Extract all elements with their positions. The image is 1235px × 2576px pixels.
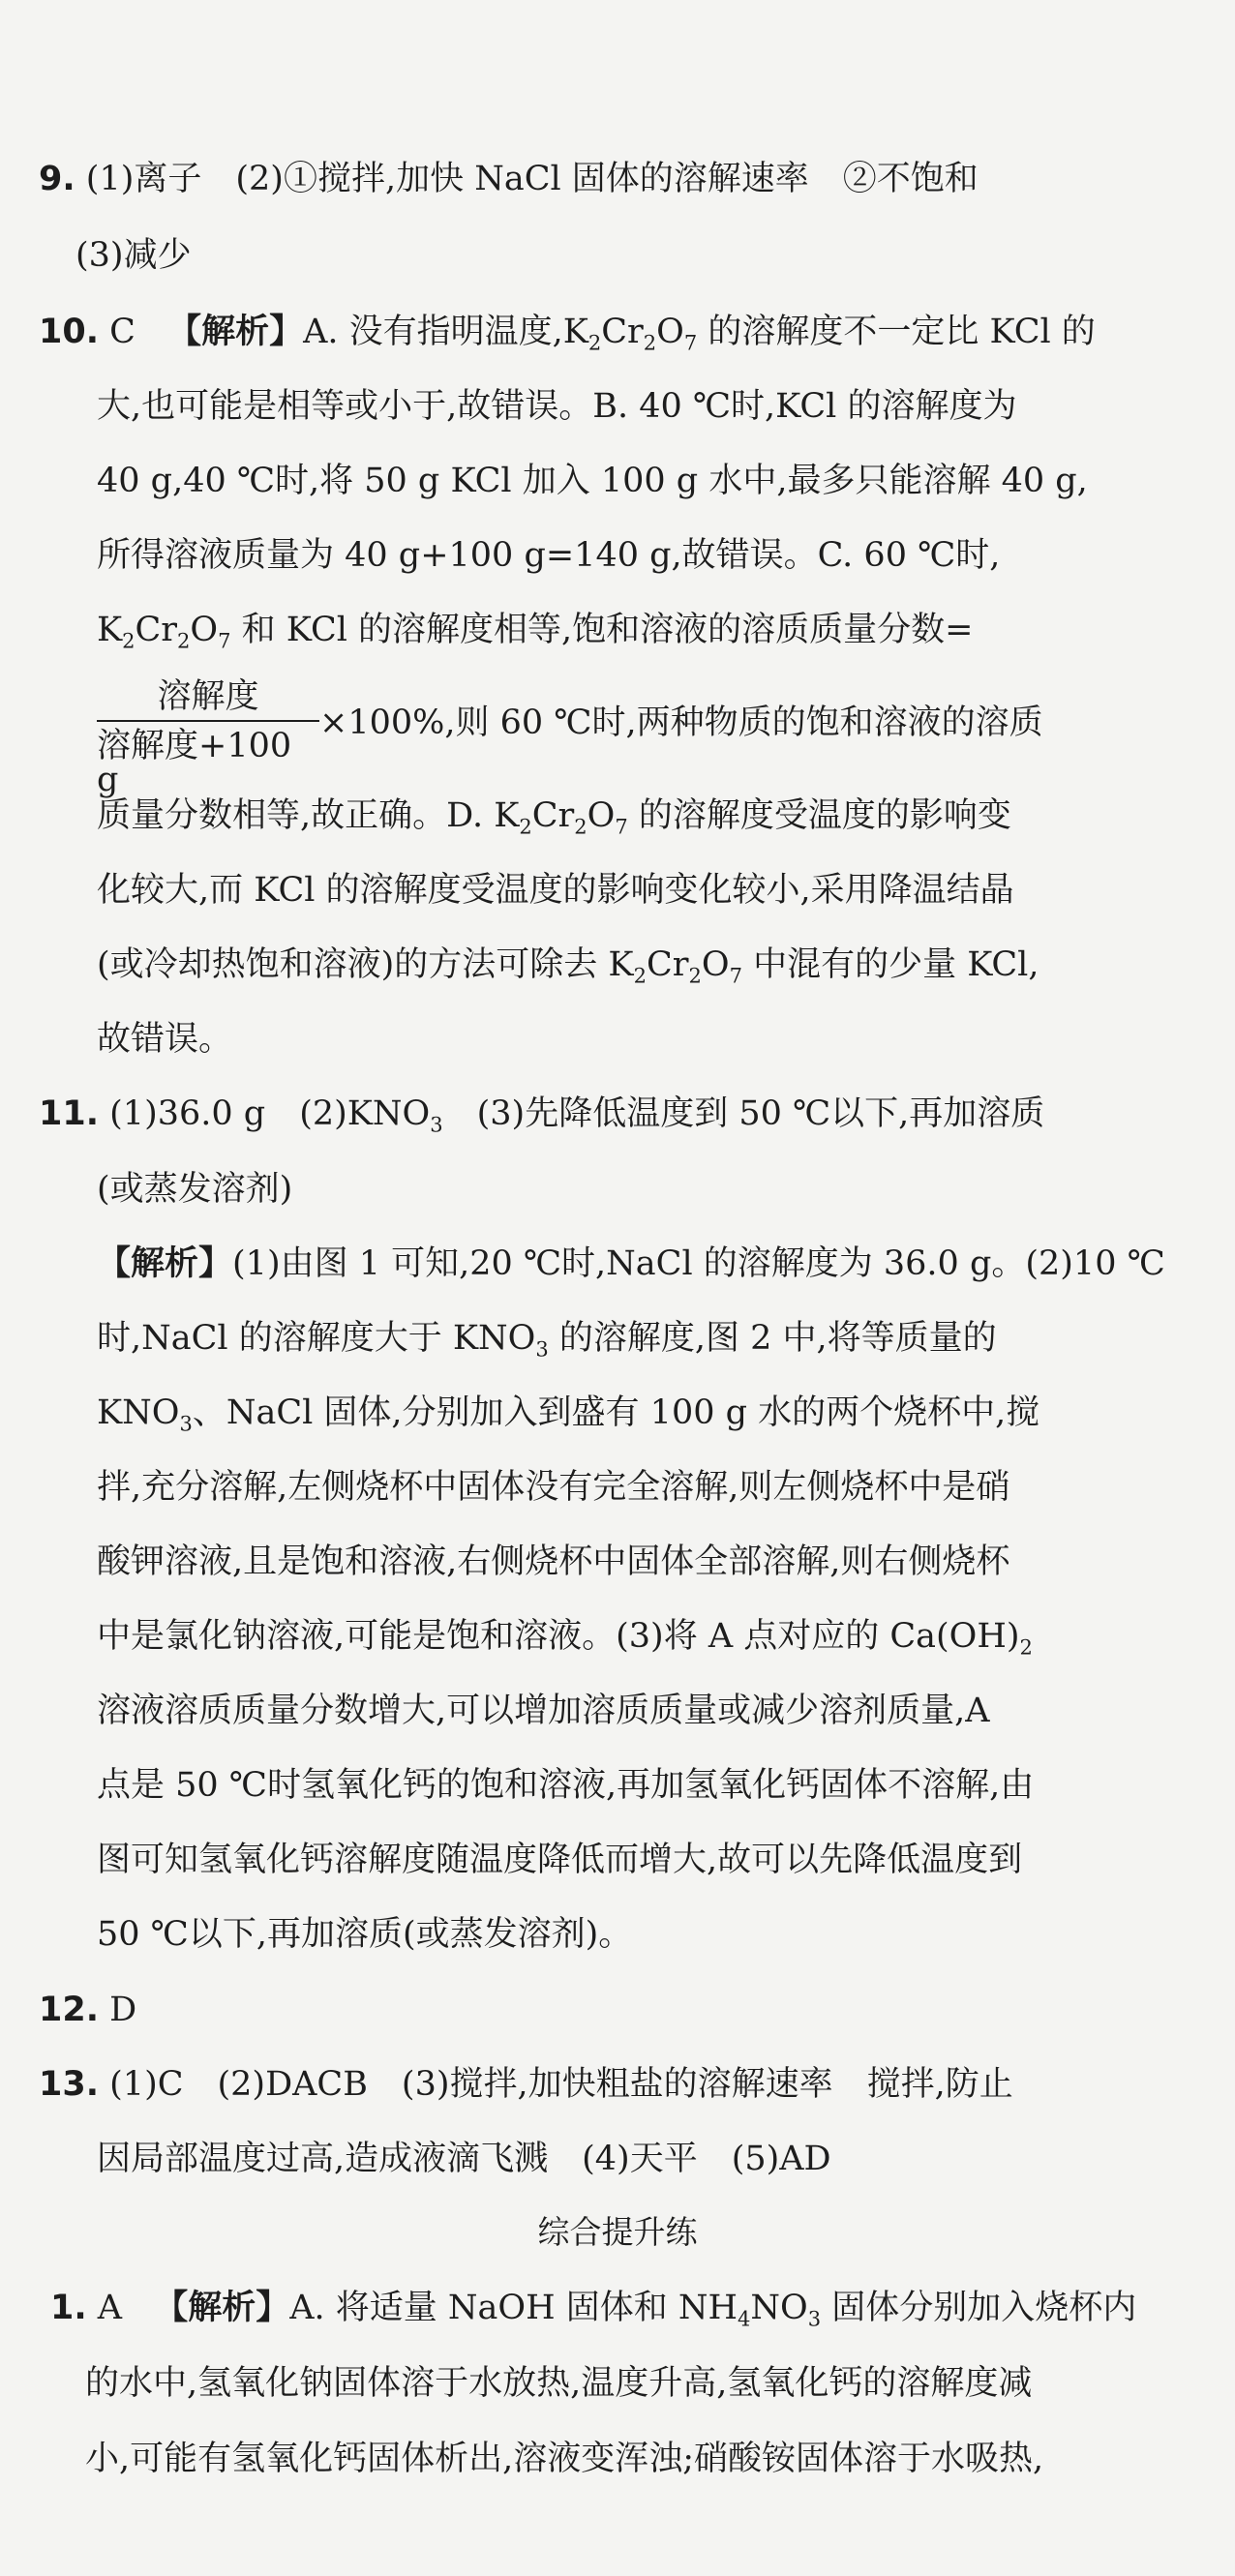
s1-number: 1. xyxy=(50,2289,87,2327)
fraction-numerator: 溶解度 xyxy=(97,680,319,722)
q11-line-11: 图可知氢氧化钙溶解度随温度降低而增大,故可以先降低温度到 xyxy=(97,1841,1023,1879)
q11-line-9: 溶液溶质质量分数增大,可以增加溶质质量或减少溶剂质量,A xyxy=(97,1692,990,1730)
q10-line-4: 所得溶液质量为 40 g+100 g=140 g,故错误。C. 60 ℃时, xyxy=(97,536,1001,575)
q12-line-1 xyxy=(39,1993,136,2027)
q10-line-2: 大,也可能是相等或小于,故错误。B. 40 ℃时,KCl 的溶解度为 xyxy=(97,387,1017,426)
s1-line-2: 的水中,氢氧化钠固体溶于水放热,温度升高,氢氧化钙的溶解度减 xyxy=(85,2364,1033,2403)
s1-line-3: 小,可能有氢氧化钙固体析出,溶液变浑浊;硝酸铵固体溶于水吸热, xyxy=(85,2440,1044,2478)
q11-line-3: 【解析】(1)由图 1 可知,20 ℃时,NaCl 的溶解度为 36.0 g。(2)10 ℃ xyxy=(97,1244,1165,1283)
q10-line-8: 化较大,而 KCl 的溶解度受温度的影响变化较小,采用降温结晶 xyxy=(97,871,1014,910)
section-title: 综合提升练 xyxy=(537,2213,698,2251)
q10-line-1: 10. C 【解析】A. 没有指明温度$,K_2Cr_2O_7$ 的溶解度不一定比 KCl 的 xyxy=(39,313,1096,355)
q12-answer: D xyxy=(109,1991,137,2029)
q10-line-7: 质量分数相等,故正确。D. $K_2Cr_2O_7$ 的溶解度受温度的影响变 xyxy=(97,796,1011,839)
fraction-denominator: 溶解度+100 g xyxy=(97,727,292,799)
s1-line-1: 1. A 【解析】A. 将适量 NaOH 固体和 $NH_4NO_3$ 固体分别加入烧杯内 xyxy=(50,2289,1137,2331)
q12-number: 12. xyxy=(39,1991,100,2029)
q10-line-5: $K_2Cr_2O_7$ 和 KCl 的溶解度相等,饱和溶液的溶质质量分数= xyxy=(97,611,974,653)
q11-line-6: 拌,充分溶解,左侧烧杯中固体没有完全溶解,则左侧烧杯中是硝 xyxy=(97,1468,1010,1507)
q11-line-4: 时,NaCl 的溶解度大于 $KNO_3$ 的溶解度,图 2 中,将等质量的 xyxy=(97,1319,997,1362)
q11-line-8: 中是氯化钠溶液,可能是饱和溶液。(3)将 A 点对应的 $Ca(OH)_2$ xyxy=(97,1617,1033,1660)
q11-number: 11. xyxy=(39,1094,100,1133)
q9-number: 9. xyxy=(39,160,75,198)
q10-analysis-tag: 【解析】 xyxy=(167,313,304,351)
q10-line-9: (或冷却热饱和溶液)的方法可除去 $K_2Cr_2O_7$ 中混有的少量 KCl, xyxy=(97,945,1039,988)
q13-number: 13. xyxy=(39,2065,100,2104)
q11-line-2: (或蒸发溶剂) xyxy=(97,1170,293,1209)
q11-line-12: 50 ℃以下,再加溶质(或蒸发溶剂)。 xyxy=(97,1915,633,1954)
q9-line-1 xyxy=(39,160,979,198)
q10-answer: C xyxy=(109,313,136,351)
q13-line-1: 13. (1)C (2)DACB (3)搅拌,加快粗盐的溶解速率 搅拌,防止 xyxy=(39,2065,1013,2104)
q10-line-3: 40 g,40 ℃时,将 50 g KCl 加入 100 g 水中,最多只能溶解 40 g, xyxy=(97,462,1088,500)
q11-analysis-tag: 【解析】 xyxy=(97,1244,233,1283)
q11-line-10: 点是 50 ℃时氢氧化钙的饱和溶液,再加氢氧化钙固体不溶解,由 xyxy=(97,1766,1035,1805)
q13-line-2: 因局部温度过高,造成液滴飞溅 (4)天平 (5)AD xyxy=(97,2140,831,2178)
q10-fraction xyxy=(97,677,319,799)
q11-line-1: 11. (1)36.0 g $(2)KNO_3$ (3)先降低温度到 50 ℃以下,再加溶质 xyxy=(39,1094,1045,1137)
q11-line-5: $KNO_3$、NaCl 固体,分别加入到盛有 100 g 水的两个烧杯中,搅 xyxy=(97,1393,1040,1436)
q10-line-10: 故错误。 xyxy=(97,1020,233,1059)
s1-analysis-tag: 【解析】 xyxy=(154,2289,290,2327)
s1-answer: A xyxy=(97,2289,123,2327)
q9-line-2: (3)减少 xyxy=(75,236,192,275)
q9-answer-part-1: (1)离子 (2)①搅拌,加快 NaCl 固体的溶解速率 ②不饱和 xyxy=(85,160,979,198)
q10-line-6: ×100%,则 60 ℃时,两种物质的饱和溶液的溶质 xyxy=(319,704,1043,742)
q11-line-7: 酸钾溶液,且是饱和溶液,右侧烧杯中固体全部溶解,则右侧烧杯 xyxy=(97,1543,1010,1581)
q10-number: 10. xyxy=(39,313,100,351)
